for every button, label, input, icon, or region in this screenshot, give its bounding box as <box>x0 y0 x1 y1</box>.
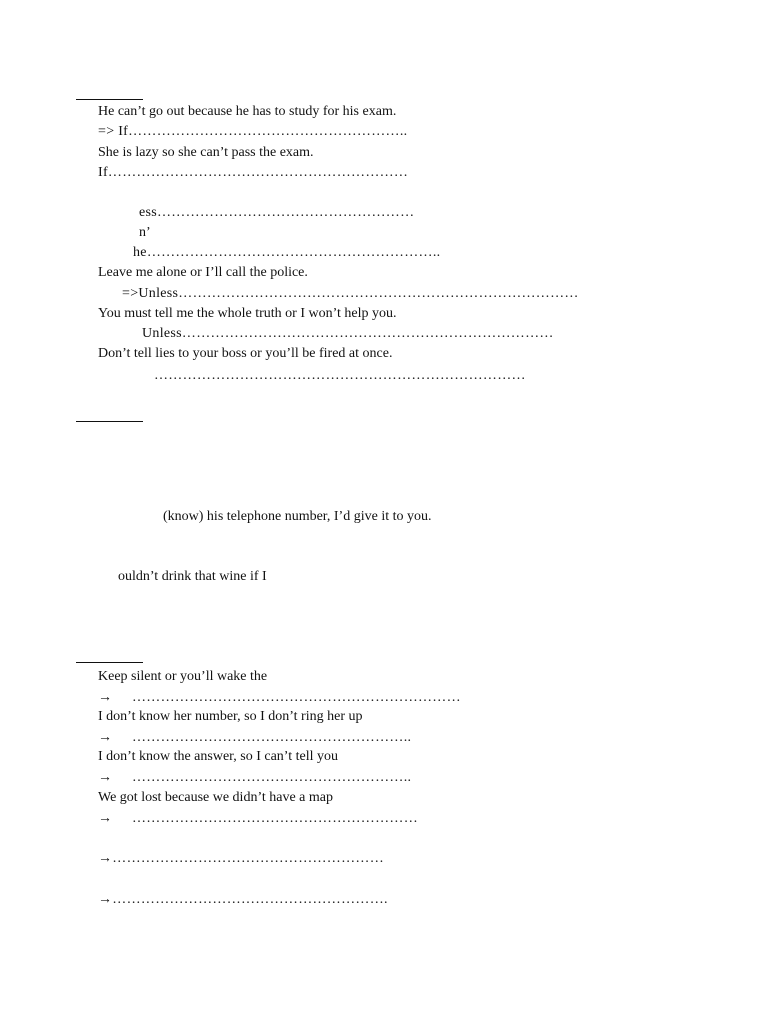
answer-line: ………………………………………………….. <box>132 770 412 785</box>
exercise-sentence: ouldn’t drink that wine if I <box>118 569 267 584</box>
exercise-sentence: (know) his telephone number, I’d give it to you. <box>163 509 432 524</box>
answer-line: →………………………………………………… <box>98 851 384 866</box>
exercise-sentence: Leave me alone or I’ll call the police. <box>98 265 308 280</box>
exercise-sentence: You must tell me the whole truth or I won’t help you. <box>98 306 397 321</box>
section-divider-3 <box>76 662 143 663</box>
answer-line: …………………………………………………………………… <box>154 368 526 383</box>
arrow-marker: → <box>98 770 112 785</box>
partial-text: n’ <box>139 225 151 240</box>
arrow-marker: → <box>98 690 112 705</box>
answer-line: If……………………………………………………… <box>98 165 409 180</box>
answer-line: →…………………………………………………. <box>98 892 388 907</box>
section-divider-1 <box>76 99 143 100</box>
answer-line: ess……………………………………………… <box>139 205 415 220</box>
answer-line: …………………………………………………… <box>132 811 418 826</box>
answer-line: =>Unless………………………………………………………………………… <box>122 286 579 301</box>
exercise-sentence: He can’t go out because he has to study for his exam. <box>98 104 397 119</box>
arrow-marker: → <box>98 811 112 826</box>
answer-line: Unless…………………………………………………………………… <box>142 326 554 341</box>
exercise-sentence: We got lost because we didn’t have a map <box>98 790 333 805</box>
exercise-sentence: I don’t know the answer, so I can’t tell you <box>98 749 338 764</box>
exercise-sentence: She is lazy so she can’t pass the exam. <box>98 145 314 160</box>
answer-line: ………………………………………………….. <box>132 730 412 745</box>
answer-line: …………………………………………………………… <box>132 690 461 705</box>
exercise-sentence: Keep silent or you’ll wake the <box>98 669 268 684</box>
arrow-marker: → <box>98 730 112 745</box>
answer-line: => If………………………………………………….. <box>98 124 408 139</box>
exercise-sentence: Don’t tell lies to your boss or you’ll be fired at once. <box>98 346 393 361</box>
section-divider-2 <box>76 421 143 422</box>
answer-line: he…………………………………………………….. <box>133 245 441 260</box>
exercise-sentence: I don’t know her number, so I don’t ring her up <box>98 709 363 724</box>
